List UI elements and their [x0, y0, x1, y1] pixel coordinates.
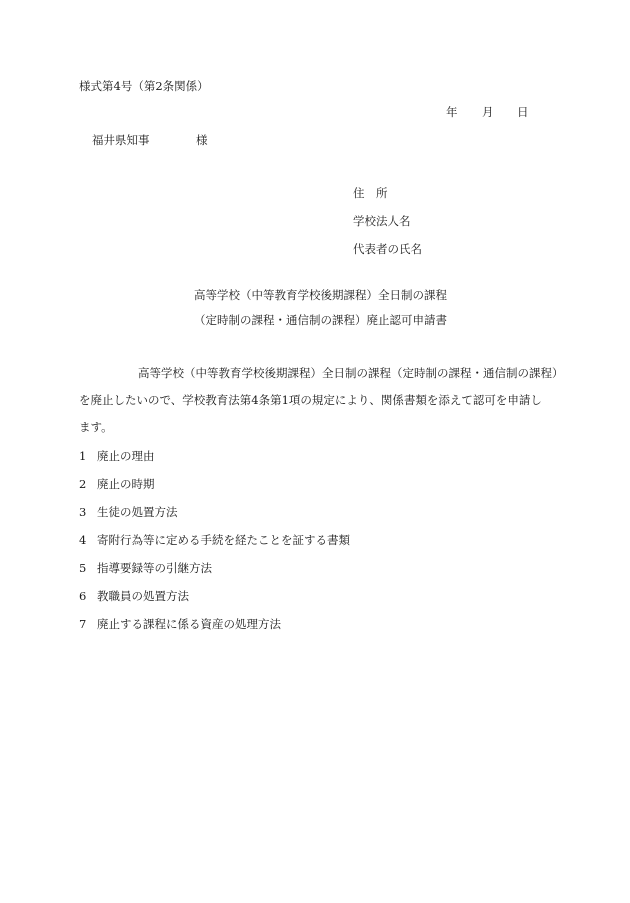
date-day-label: 日	[517, 105, 529, 119]
document-title-line-1: 高等学校（中等教育学校後期課程）全日制の課程	[194, 288, 447, 302]
form-number: 様式第4号（第2条関係）	[79, 79, 209, 93]
list-item-number: 4	[79, 533, 87, 547]
list-item-text: 廃止の時期	[97, 477, 155, 491]
applicant-school-corporation-label: 学校法人名	[353, 214, 411, 228]
list-item	[79, 479, 155, 491]
list-item	[79, 563, 212, 575]
list-item-number: 2	[79, 477, 87, 491]
list-item-text: 指導要録等の引継方法	[97, 561, 212, 575]
list-item	[79, 451, 155, 463]
list-item	[79, 619, 281, 631]
body-text-line-1: 高等学校（中等教育学校後期課程）全日制の課程（定時制の課程・通信制の課程）	[138, 366, 564, 380]
list-item-text: 寄附行為等に定める手続を経たことを証する書類	[97, 533, 350, 547]
document-title-line-2: （定時制の課程・通信制の課程）廃止認可申請書	[194, 313, 447, 327]
date-month-label: 月	[482, 105, 494, 119]
applicant-representative-label: 代表者の氏名	[353, 242, 422, 256]
list-item-text: 生徒の処置方法	[97, 505, 178, 519]
list-item-text: 教職員の処置方法	[97, 589, 189, 603]
list-item-number: 6	[79, 589, 87, 603]
list-item-number: 5	[79, 561, 87, 575]
addressee-honorific: 様	[196, 133, 208, 147]
list-item	[79, 535, 350, 547]
date-year-label: 年	[446, 105, 458, 119]
addressee-name: 福井県知事	[92, 133, 150, 147]
list-item-number: 7	[79, 617, 87, 631]
list-item-text: 廃止の理由	[97, 449, 155, 463]
body-text-line-2: を廃止したいので、学校教育法第4条第1項の規定により、関係書類を添えて認可を申請し	[79, 393, 542, 407]
list-item-number: 1	[79, 449, 87, 463]
list-item-text: 廃止する課程に係る資産の処理方法	[97, 617, 281, 631]
list-item	[79, 507, 178, 519]
body-text-line-3: ます。	[79, 420, 113, 434]
list-item	[79, 591, 189, 603]
list-item-number: 3	[79, 505, 87, 519]
applicant-address-label: 住 所	[353, 186, 388, 200]
